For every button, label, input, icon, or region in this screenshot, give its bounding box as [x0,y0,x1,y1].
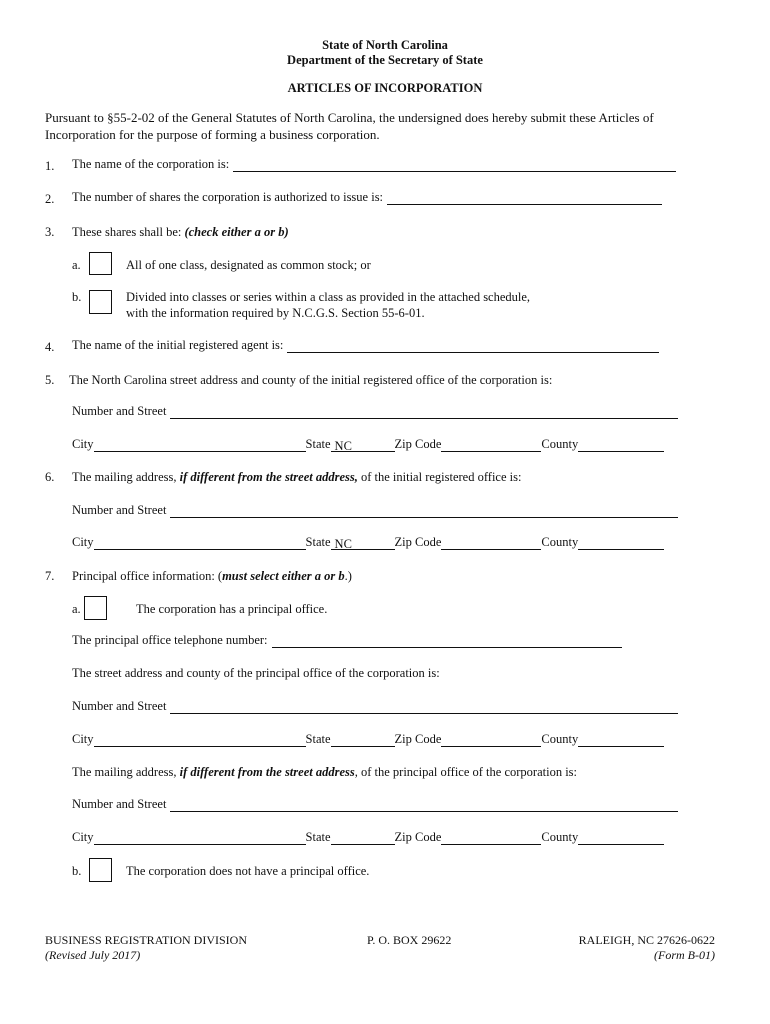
registered-mailing-city-field[interactable] [94,536,306,550]
state-label: State [305,732,331,746]
item-7-label: Principal office information: ( [72,569,223,583]
county-label: County [541,437,579,451]
city-label: City [72,732,94,746]
item-7-number: 7. [45,569,55,583]
item-7-label-end: .) [344,569,352,583]
number-street-label: Number and Street [72,404,167,418]
principal-mailing-street-field[interactable] [170,798,678,812]
principal-mail-label-start: The mailing address, [72,765,180,779]
principal-mail-label-end: , of the principal office of the corporation is: [354,765,577,779]
county-label: County [541,732,579,746]
item-6-label-end: of the initial registered office is: [357,470,522,484]
footer-revised: (Revised July 2017) [45,948,141,962]
principal-office-state-field[interactable] [331,733,395,747]
item-1-label: The name of the corporation is: [72,157,230,171]
county-label: County [541,535,579,549]
city-label: City [72,830,94,844]
item-7a-text: The corporation has a principal office. [136,602,328,616]
registered-mailing-zip-field[interactable] [441,536,541,550]
principal-mailing-city-field[interactable] [94,831,306,845]
item-7-emphasis: must select either a or b [222,569,345,583]
principal-office-phone-field[interactable] [272,634,622,648]
city-label: City [72,535,94,549]
header-department: Department of the Secretary of State [287,53,483,67]
number-street-label: Number and Street [72,503,167,517]
registered-office-street-field[interactable] [170,405,678,419]
corporation-name-field[interactable] [233,158,676,172]
classes-series-checkbox[interactable] [89,290,112,314]
footer-division: BUSINESS REGISTRATION DIVISION [45,933,248,947]
registered-agent-field[interactable] [287,339,659,353]
item-3-note: (check either a or b) [184,225,289,239]
has-principal-office-checkbox[interactable] [84,596,107,620]
item-6-label-start: The mailing address, [72,470,180,484]
principal-street-intro: The street address and county of the principal office of the corporation is: [72,666,440,680]
page-title: ARTICLES OF INCORPORATION [287,81,483,95]
item-3b-text-1: Divided into classes or series within a class as provided in the attached schedule, [126,290,531,304]
zip-label: Zip Code [394,732,442,746]
item-3a-text: All of one class, designated as common stock; or [126,258,371,272]
item-7b-text: The corporation does not have a principal office. [126,864,370,878]
principal-mailing-county-field[interactable] [578,831,664,845]
zip-label: Zip Code [394,830,442,844]
item-1-number: 1. [45,159,55,173]
authorized-shares-field[interactable] [387,191,662,205]
zip-label: Zip Code [394,437,442,451]
item-4-label: The name of the initial registered agent is: [72,338,284,352]
item-3b-text-2: with the information required by N.C.G.S. Section 55-6-01. [126,306,425,320]
state-label: State [305,437,331,451]
principal-office-city-field[interactable] [94,733,306,747]
item-3b-label: b. [72,290,82,304]
principal-office-street-field[interactable] [170,700,678,714]
state-label: State [305,535,331,549]
principal-mail-emphasis: if different from the street address [179,765,355,779]
principal-office-county-field[interactable] [578,733,664,747]
no-principal-office-checkbox[interactable] [89,858,112,882]
zip-label: Zip Code [394,535,442,549]
item-5-label: The North Carolina street address and county of the initial registered office of the corporation is: [69,373,553,387]
item-3a-label: a. [72,258,81,272]
footer-pobox: P. O. BOX 29622 [367,933,452,947]
item-3-label: These shares shall be: [72,225,185,239]
item-2-number: 2. [45,192,55,206]
item-4-number: 4. [45,340,55,354]
number-street-label: Number and Street [72,699,167,713]
registered-mailing-state-field[interactable]: NC [331,537,395,550]
common-stock-checkbox[interactable] [89,252,112,275]
registered-office-state-field[interactable]: NC [331,439,395,452]
county-label: County [541,830,579,844]
footer-form: (Form B-01) [654,948,715,962]
phone-label: The principal office telephone number: [72,633,268,647]
item-7a-label: a. [72,602,81,616]
item-5-number: 5. [45,373,55,387]
city-label: City [72,437,94,451]
intro-line-1: Pursuant to §55-2-02 of the General Statutes of North Carolina, the undersigned does hereby submit these Articles of [45,110,654,125]
principal-mailing-zip-field[interactable] [441,831,541,845]
intro-line-2: Incorporation for the purpose of forming a business corporation. [45,127,380,142]
item-2-label: The number of shares the corporation is authorized to issue is: [72,190,384,204]
principal-mailing-state-field[interactable] [331,831,395,845]
registered-mailing-street-field[interactable] [170,504,678,518]
item-6-emphasis: if different from the street address, [179,470,358,484]
registered-office-city-field[interactable] [94,438,306,452]
principal-office-zip-field[interactable] [441,733,541,747]
number-street-label: Number and Street [72,797,167,811]
item-6-number: 6. [45,470,55,484]
registered-mailing-county-field[interactable] [578,536,664,550]
header-state: State of North Carolina [322,38,448,52]
item-7b-label: b. [72,864,82,878]
registered-office-zip-field[interactable] [441,438,541,452]
state-label: State [305,830,331,844]
registered-office-county-field[interactable] [578,438,664,452]
footer-city: RALEIGH, NC 27626-0622 [578,933,715,947]
item-3-number: 3. [45,225,55,239]
